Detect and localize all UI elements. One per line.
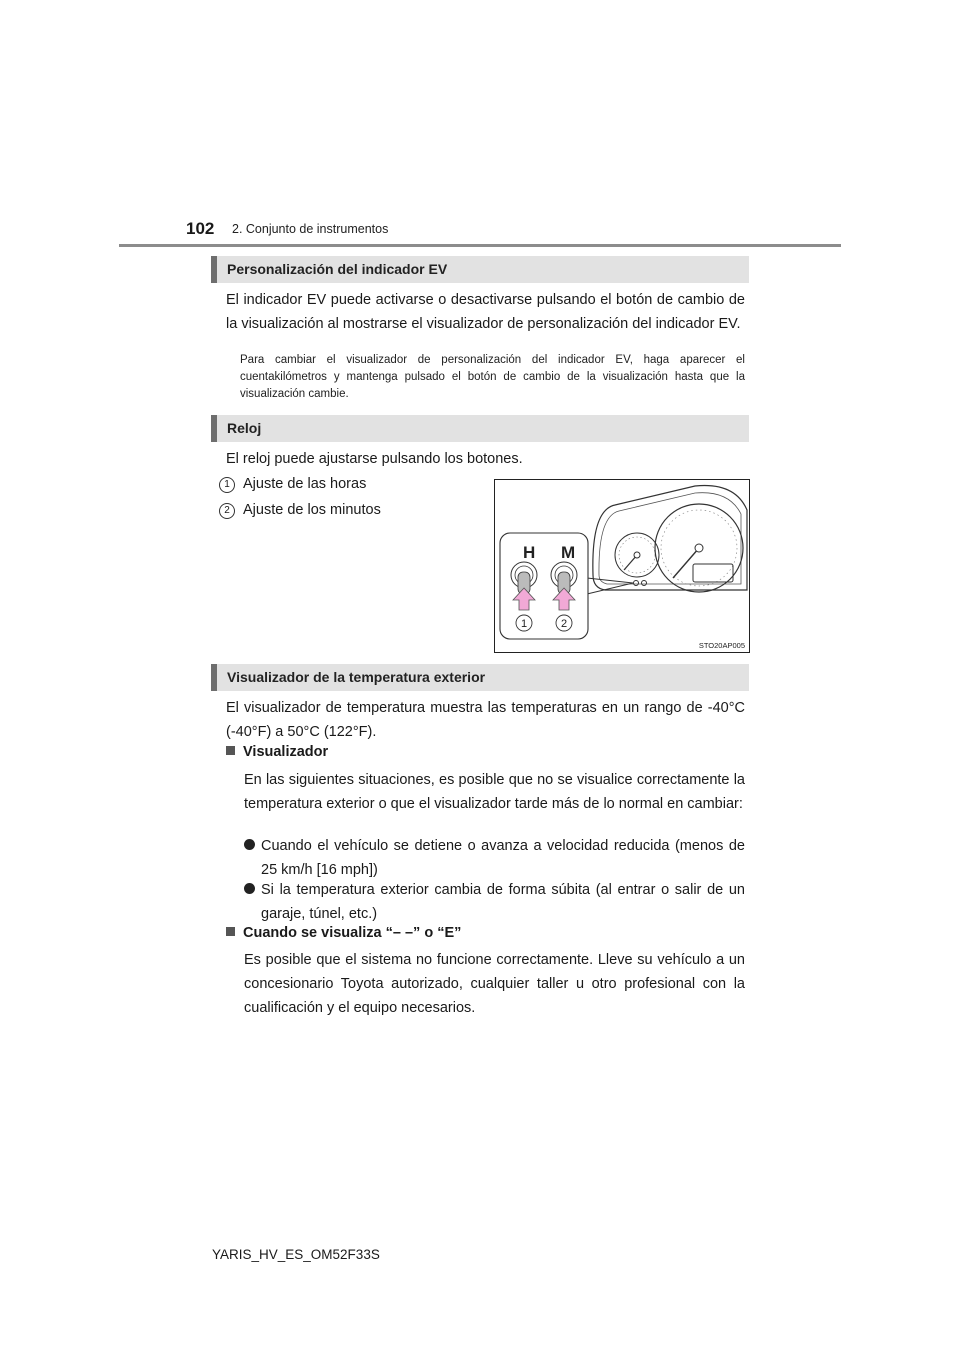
- section-heading-temperature: Visualizador de la temperatura exterior: [211, 664, 749, 691]
- subheading-dashes: [226, 925, 461, 941]
- subheading-display-text: Visualizador: [243, 744, 329, 760]
- instrument-cluster-illustration: [495, 480, 749, 652]
- bullet-icon: [244, 839, 255, 850]
- list-item-text: Si la temperatura exterior cambia de forma súbita (al entrar o salir de un garaje, túnel, etc.): [261, 882, 745, 922]
- temperature-body-text: El visualizador de temperatura muestra las temperaturas en un rango de -40°C (-40°F) a 50°C (122°F).: [226, 700, 745, 740]
- section-heading-clock: Reloj: [211, 415, 749, 442]
- figure-code: STO20AP005: [698, 641, 745, 650]
- callout-1: 1: [520, 618, 528, 630]
- square-bullet-icon: [226, 927, 235, 936]
- header-divider: [119, 244, 841, 247]
- callout-number: 2: [219, 503, 235, 519]
- subheading-dashes-text: Cuando se visualiza “– –” o “E”: [243, 925, 462, 941]
- ev-body-text: El indicador EV puede activarse o desactivarse pulsando el botón de cambio de la visualización al mostrarse el visualizador de personalización del indicador EV.: [226, 292, 745, 332]
- square-bullet-icon: [226, 746, 235, 755]
- button-h-label: H: [523, 543, 536, 562]
- callout-2: 2: [560, 618, 568, 630]
- callout-number: 1: [219, 477, 235, 493]
- section-heading-ev: Personalización del indicador EV: [211, 256, 749, 283]
- clock-body-text: El reloj puede ajustarse pulsando los botones.: [226, 451, 523, 467]
- clock-item-label: Ajuste de las horas: [243, 476, 367, 492]
- clock-buttons-figure: [494, 479, 750, 653]
- dashes-body-text: Es posible que el sistema no funcione correctamente. Lleve su vehículo a un concesionario Toyota autorizado, cualquier taller u otro profesional con la cualificación y el equipo necesarios.: [244, 952, 745, 1016]
- list-item-text: Cuando el vehículo se detiene o avanza a velocidad reducida (menos de 25 km/h [16 mph]): [261, 838, 745, 878]
- bullet-icon: [244, 883, 255, 894]
- button-m-label: M: [561, 543, 576, 562]
- chapter-title: 2. Conjunto de instrumentos: [232, 222, 389, 236]
- page-number: 102: [186, 219, 215, 238]
- list-item: [244, 878, 745, 926]
- clock-item-hours: [219, 474, 366, 494]
- subheading-display: [226, 744, 328, 760]
- document-code: YARIS_HV_ES_OM52F33S: [212, 1247, 380, 1262]
- clock-item-minutes: [219, 500, 381, 520]
- clock-item-label: Ajuste de los minutos: [243, 502, 381, 518]
- ev-note-text: Para cambiar el visualizador de personalización del indicador EV, haga aparecer el cuentakilómetros y mantenga pulsado el botón de cambio de la visualización hasta que la visualización cambie.: [240, 354, 745, 400]
- list-item: [244, 834, 745, 882]
- display-body-text: En las siguientes situaciones, es posible que no se visualice correctamente la temperatura exterior o que el visualizador tarde más de lo normal en cambiar:: [244, 772, 745, 812]
